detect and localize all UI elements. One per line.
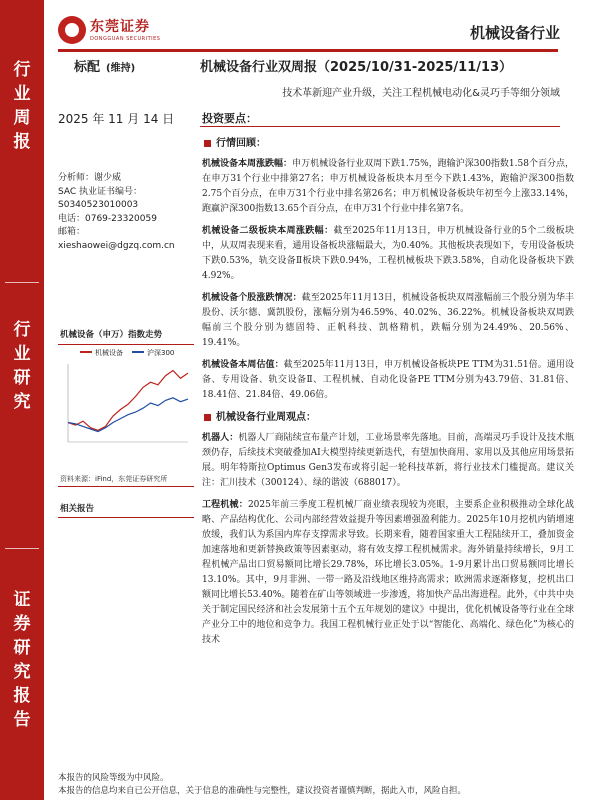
paragraph-construction-machinery: 工程机械：2025年前三季度工程机械厂商业绩表现较为亮眼，主要系企业积极推动全球化战略、产品结构优化、公司内部经营效益提升等因素增强盈利能力。2025年10月挖机内销增速放缓，我们认为系国内库存支撑需求导致。长期来看，随着国家重大工程陆续开工，叠加资金加速落地和更新替换政策等因素驱动，将有效支撑工程机械需求。海外销量持续增长，9月工程机械产品出口贸易额同比增长29.78%，环比增长3.05%。1-9月累计出口贸易额同比增长13.10%。其中，9月非洲、一带一路及沿线地区维持高需求；欧洲需求逐渐修复，挖机出口额同比增长53.40%。随着在矿山等领域进一步渗透，将加快产品出海进程。此外，《中共中央关于制定国民经济和社会发展第十五个五年规划的建议》中提出，优化机械设备等行业在全球产业分工中的地位和竞争力。我国工程机械行业正处于以“智能化、高端化、绿色化”为核心的技术 bbox=[202, 500, 574, 645]
risk-level-note: 本报告的风险等级为中风险。 bbox=[58, 773, 169, 783]
main-content bbox=[202, 134, 574, 655]
review-heading: 行情回顾： bbox=[202, 136, 574, 151]
legend-label-0: 机械设备 bbox=[95, 349, 123, 357]
disclaimer-note: 本报告的信息均来自已公开信息，关于信息的准确性与完整性，建议投资者谨慎判断，据此入市，风险自担。 bbox=[58, 786, 467, 796]
paragraph-stock-change: 机械设备个股涨跌情况：截至2025年11月13日，机械设备板块双周涨幅前三个股分别为华丰股份、沃尔德、冀凯股份，涨幅分别为46.59%、40.02%、36.22%。机械设备板块双周跌幅前三个股分别为德固特、正帆科技、凯格精机，跌幅分别为24.49%、20.56%、19.41%。 bbox=[202, 293, 574, 348]
sac-number: S0340523010003 bbox=[58, 200, 139, 210]
analyst-email[interactable]: xieshaowei@dgzq.com.cn bbox=[58, 240, 175, 251]
page-title: 机械设备行业双周报（2025/10/31-2025/11/13） bbox=[200, 60, 513, 75]
rating bbox=[74, 56, 135, 75]
paragraph-weekly-change: 机械设备本周涨跌幅：申万机械设备行业双周下跌1.75%，跑输沪深300指数1.58个百分点，在申万31个行业中排第27名；申万机械设备板块本月至今下跌1.43%，跑输沪深300指数2.75个百分点，在申万31个行业中排名第26名；申万机械设备板块年初至今上涨33.14%，跑赢沪深300指数13.65个百分点，在申万31个行业中排名第7名。 bbox=[202, 159, 574, 214]
chart-source: 资料来源：iFind，东莞证券研究所 bbox=[60, 475, 168, 483]
analyst-info bbox=[58, 172, 193, 253]
related-reports-heading: 相关报告 bbox=[58, 502, 194, 518]
brand-logo bbox=[58, 14, 178, 48]
side-band bbox=[0, 0, 44, 800]
side-label-weekly: 行 业 周 报 bbox=[13, 60, 31, 152]
rating-note: (维持) bbox=[106, 63, 136, 74]
report-date: 2025 年 11 月 14 日 bbox=[58, 112, 175, 126]
view-heading: 机械设备行业周观点： bbox=[202, 410, 574, 425]
chart-divider bbox=[58, 486, 194, 487]
chart-title: 机械设备（申万）指数走势 bbox=[58, 326, 194, 345]
key-points-heading: 投资要点： bbox=[202, 112, 257, 125]
brand-name: 东莞证券 bbox=[90, 19, 150, 35]
side-divider bbox=[5, 548, 39, 549]
paragraph-robots: 机器人：机器人厂商陆续宣布量产计划，工业场景率先落地。目前，高端灵巧手设计及技术瓶颈仍存，后续技术突破叠加AI大模型持续更新迭代，有望加快商用、家用以及其他应用场景拓展。明年特斯拉Optimus Gen3发布或将引起一轮科技革新，将行业技术门槛提高。建议关注：汇川技术（300124）、绿的谐波（688017）。 bbox=[202, 433, 574, 488]
rating-value: 标配 bbox=[74, 60, 101, 75]
footer bbox=[58, 772, 466, 798]
side-label-research: 行 业 研 究 bbox=[13, 320, 31, 412]
legend-label-1: 沪深300 bbox=[147, 349, 175, 357]
analyst-phone: 电话：0769-23320059 bbox=[58, 213, 157, 224]
header-divider bbox=[58, 49, 558, 52]
side-label-securities-report: 证 券 研 究 报 告 bbox=[13, 590, 31, 730]
analyst-name: 分析师：谢少威 bbox=[58, 173, 122, 183]
email-label: 邮箱： bbox=[58, 227, 86, 237]
chart-plot bbox=[58, 344, 194, 456]
paragraph-valuation: 机械设备本周估值：截至2025年11月13日，申万机械设备板块PE TTM为31.51倍。通用设备、专用设备、轨交设备Ⅱ、工程机械、自动化设备PE TTM分别为43.79倍、31.81倍、18.41倍、21.84倍、49.06倍。 bbox=[202, 360, 574, 400]
side-divider bbox=[5, 282, 39, 283]
index-chart bbox=[58, 326, 194, 486]
sac-label: SAC 执业证书编号： bbox=[58, 186, 143, 197]
content-divider bbox=[200, 126, 560, 127]
series-line-1 bbox=[68, 398, 188, 432]
series-line-0 bbox=[68, 371, 188, 431]
page-subtitle: 技术革新迎产业升级，关注工程机械电动化&灵巧手等细分领域 bbox=[282, 88, 560, 99]
paragraph-subsector-change: 机械设备二级板块本周涨跌幅：截至2025年11月13日，申万机械设备行业的5个二级板块中，从双周表现来看，通用设备板块涨幅最大，为0.40%。其他板块表现如下，专用设备板块下跌0.53%，轨交设备Ⅱ板块下跌0.94%，工程机械板块下跌3.58%，自动化设备板块下跌4.92%。 bbox=[202, 226, 574, 281]
industry-label: 机械设备行业 bbox=[469, 24, 560, 42]
brand-name-en: DONGGUAN SECURITIES bbox=[90, 36, 161, 42]
brand-emblem-icon bbox=[58, 16, 86, 44]
